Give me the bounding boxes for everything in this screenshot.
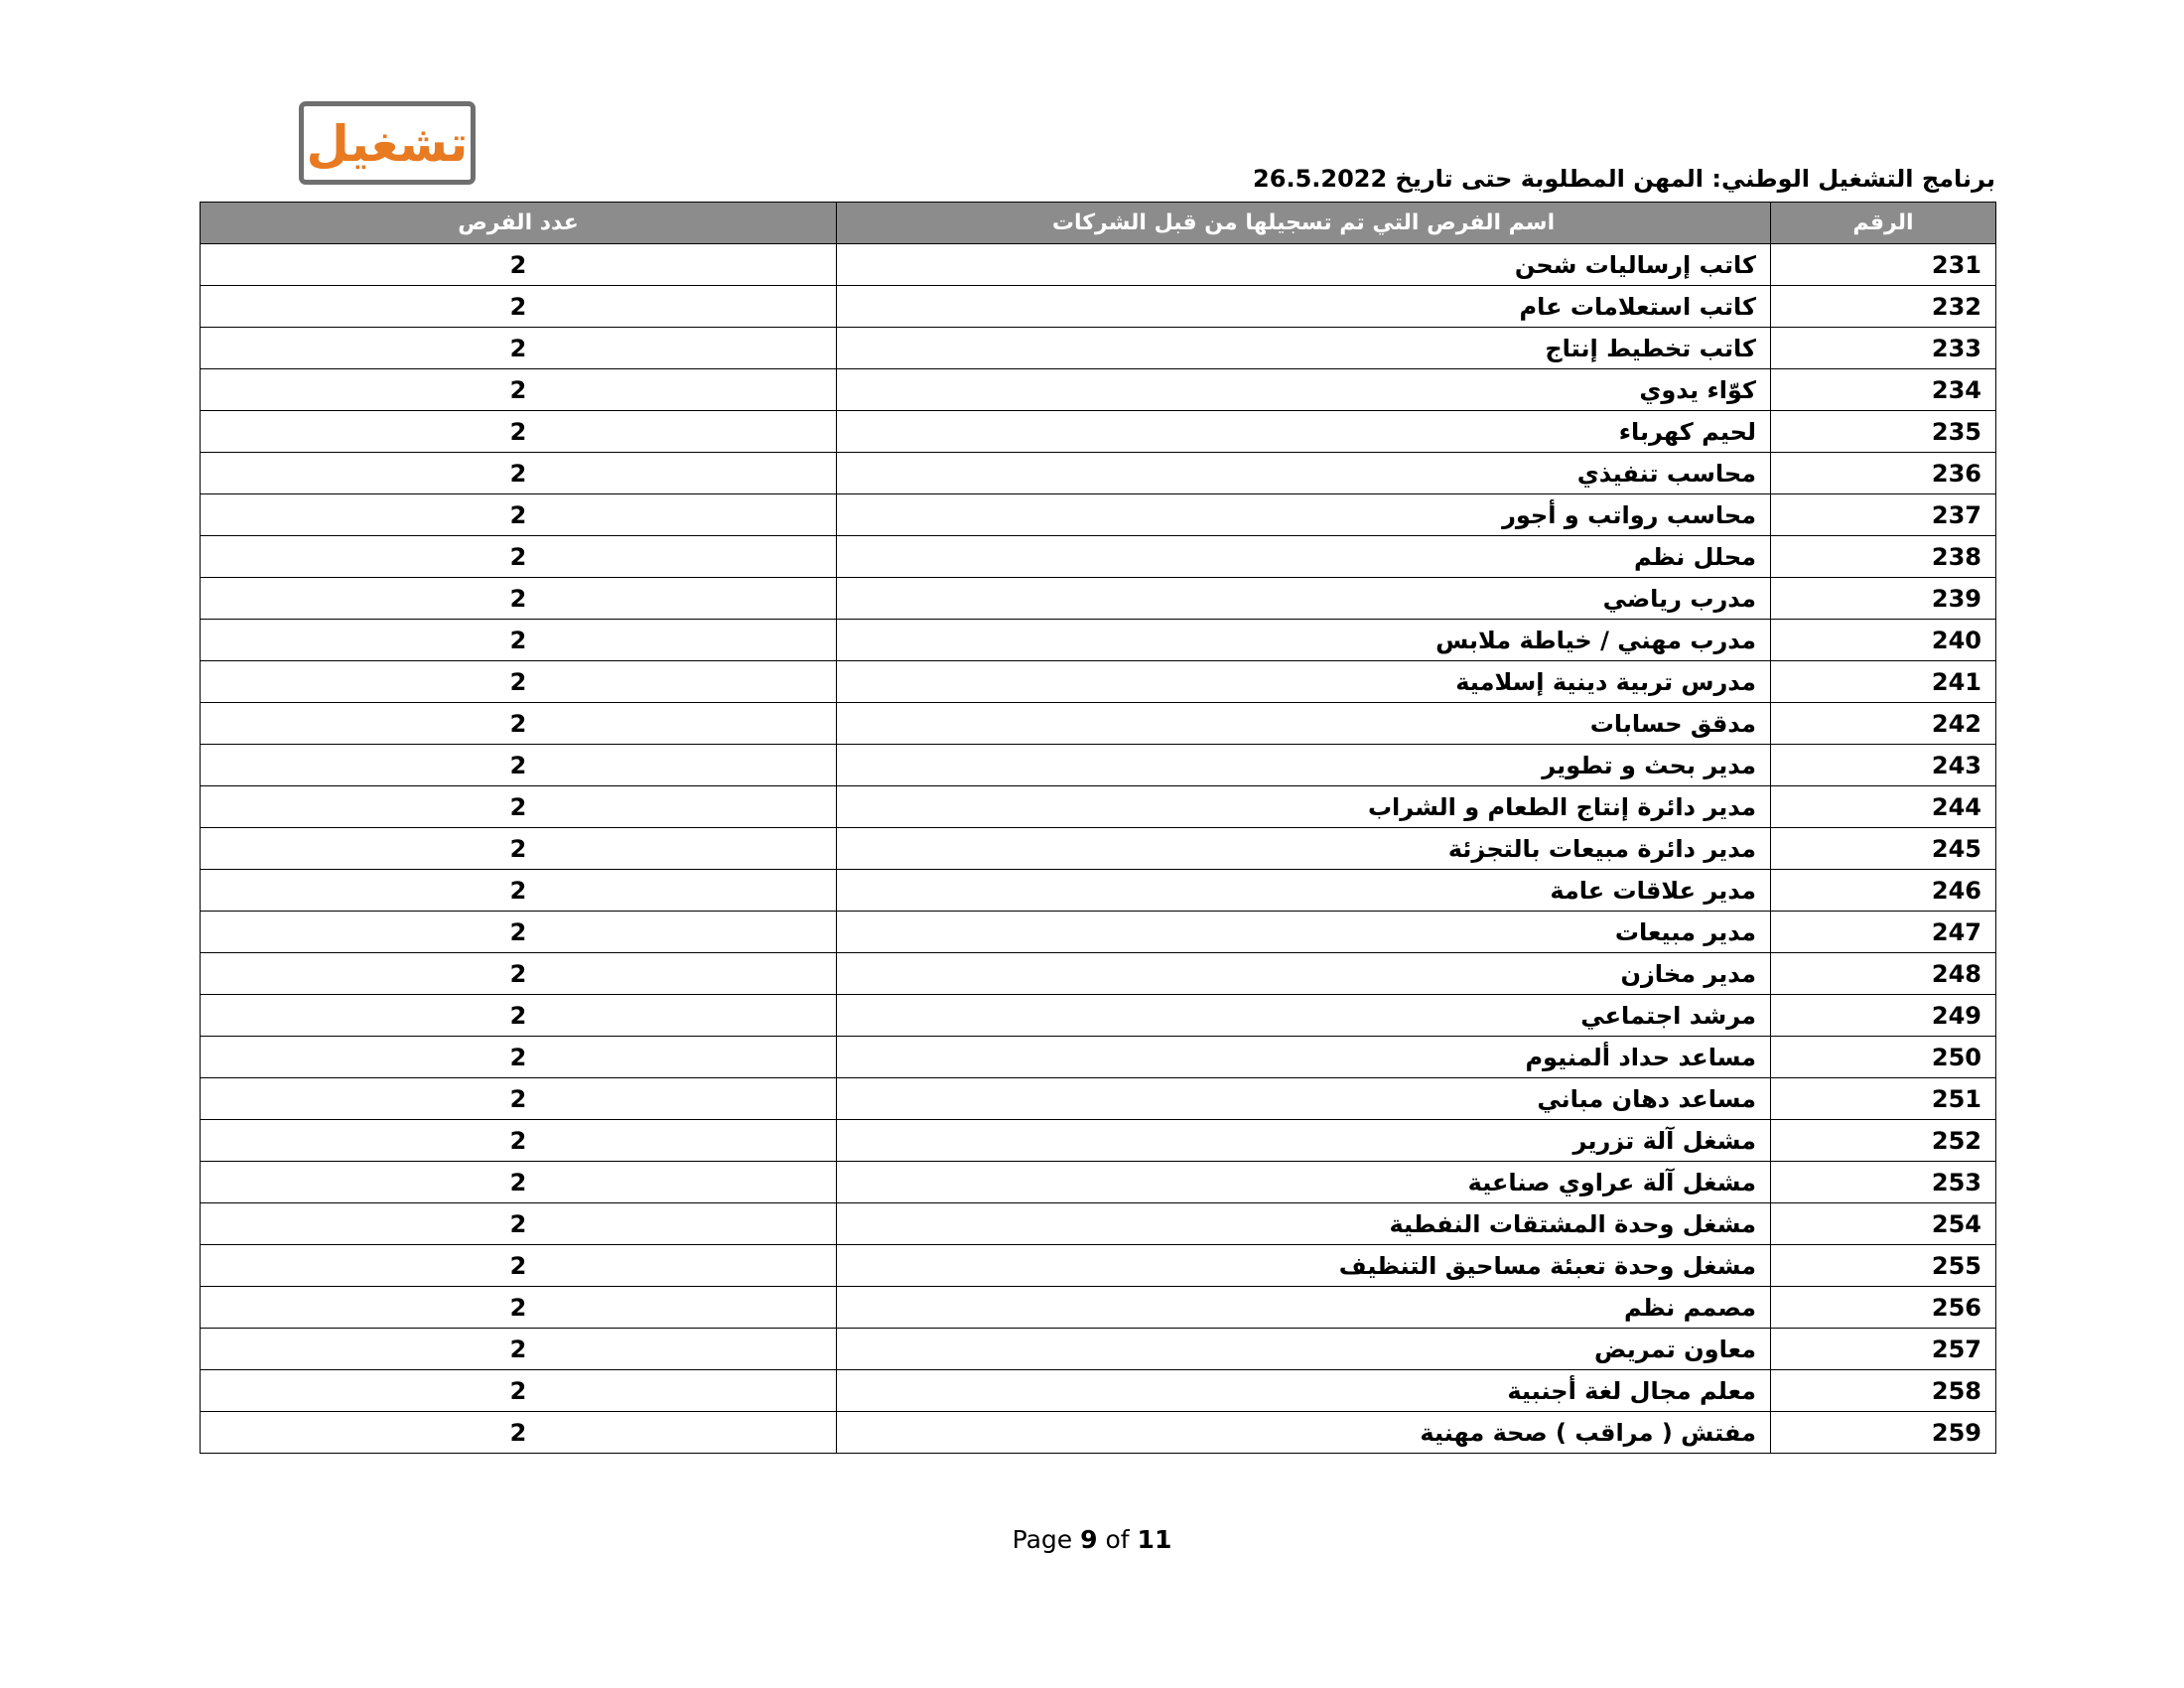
row-number: 246 [1771,870,1996,912]
jobs-table [200,202,1996,1454]
row-opportunity-count: 2 [201,620,837,661]
row-number: 241 [1771,661,1996,703]
row-opportunity-count: 2 [201,328,837,369]
row-number: 259 [1771,1412,1996,1454]
row-job-name: مشغل وحدة المشتقات النفطية [837,1203,1771,1245]
table-row [201,995,1996,1037]
table-row [201,661,1996,703]
row-opportunity-count: 2 [201,1120,837,1162]
table-row [201,1162,1996,1203]
row-opportunity-count: 2 [201,995,837,1037]
row-number: 256 [1771,1287,1996,1329]
current-page: 9 [1080,1525,1098,1554]
row-number: 244 [1771,786,1996,828]
row-opportunity-count: 2 [201,286,837,328]
row-number: 239 [1771,578,1996,620]
row-job-name: مدرب مهني / خياطة ملابس [837,620,1771,661]
row-job-name: كاتب إرساليات شحن [837,244,1771,286]
row-job-name: مدير دائرة مبيعات بالتجزئة [837,828,1771,870]
row-number: 232 [1771,286,1996,328]
header-name: اسم الفرص التي تم تسجيلها من قبل الشركات [837,203,1771,244]
row-job-name: محاسب رواتب و أجور [837,494,1771,536]
table-row [201,494,1996,536]
of-label: of [1105,1525,1130,1554]
row-job-name: مصمم نظم [837,1287,1771,1329]
row-job-name: كوّاء يدوي [837,369,1771,411]
total-pages: 11 [1137,1525,1172,1554]
row-number: 252 [1771,1120,1996,1162]
row-opportunity-count: 2 [201,1287,837,1329]
row-number: 235 [1771,411,1996,453]
row-job-name: مدير بحث و تطوير [837,745,1771,786]
table-row [201,870,1996,912]
table-row [201,369,1996,411]
row-opportunity-count: 2 [201,244,837,286]
row-opportunity-count: 2 [201,828,837,870]
table-row [201,411,1996,453]
row-job-name: كاتب تخطيط إنتاج [837,328,1771,369]
table-row [201,1203,1996,1245]
row-number: 242 [1771,703,1996,745]
header-number: الرقم [1771,203,1996,244]
row-number: 247 [1771,912,1996,953]
row-opportunity-count: 2 [201,1162,837,1203]
row-number: 243 [1771,745,1996,786]
row-opportunity-count: 2 [201,1078,837,1120]
table-row [201,953,1996,995]
table-row [201,1412,1996,1454]
table-row [201,328,1996,369]
row-opportunity-count: 2 [201,453,837,494]
row-opportunity-count: 2 [201,912,837,953]
row-number: 245 [1771,828,1996,870]
row-job-name: مدير مخازن [837,953,1771,995]
row-number: 237 [1771,494,1996,536]
row-opportunity-count: 2 [201,1329,837,1370]
row-job-name: مفتش ( مراقب ) صحة مهنية [837,1412,1771,1454]
row-job-name: مدير دائرة إنتاج الطعام و الشراب [837,786,1771,828]
row-job-name: كاتب استعلامات عام [837,286,1771,328]
table-row [201,703,1996,745]
table-row [201,286,1996,328]
table-row [201,578,1996,620]
page-footer [0,1524,2184,1556]
table-row [201,745,1996,786]
row-opportunity-count: 2 [201,786,837,828]
logo-text: تشغيل [306,115,469,173]
header-count: عدد الفرص [201,203,837,244]
row-job-name: مدير مبيعات [837,912,1771,953]
row-number: 254 [1771,1203,1996,1245]
table-row [201,1370,1996,1412]
row-number: 233 [1771,328,1996,369]
table-row [201,828,1996,870]
row-number: 248 [1771,953,1996,995]
row-opportunity-count: 2 [201,536,837,578]
row-job-name: محاسب تنفيذي [837,453,1771,494]
table-row [201,453,1996,494]
table-row [201,1037,1996,1078]
row-opportunity-count: 2 [201,870,837,912]
row-number: 250 [1771,1037,1996,1078]
row-number: 231 [1771,244,1996,286]
row-opportunity-count: 2 [201,369,837,411]
row-opportunity-count: 2 [201,703,837,745]
table-row [201,620,1996,661]
row-opportunity-count: 2 [201,1203,837,1245]
table-header-row [201,203,1996,244]
row-number: 257 [1771,1329,1996,1370]
row-job-name: محلل نظم [837,536,1771,578]
table-row [201,1245,1996,1287]
row-job-name: مدقق حسابات [837,703,1771,745]
table-row [201,536,1996,578]
row-opportunity-count: 2 [201,1037,837,1078]
row-opportunity-count: 2 [201,953,837,995]
table-row [201,786,1996,828]
row-number: 251 [1771,1078,1996,1120]
row-job-name: مشغل وحدة تعبئة مساحيق التنظيف [837,1245,1771,1287]
table-row [201,1078,1996,1120]
table-row [201,244,1996,286]
table-row [201,912,1996,953]
page-label: Page [1012,1525,1073,1554]
row-job-name: مساعد دهان مباني [837,1078,1771,1120]
row-number: 236 [1771,453,1996,494]
row-number: 255 [1771,1245,1996,1287]
row-job-name: مدير علاقات عامة [837,870,1771,912]
row-job-name: لحيم كهرباء [837,411,1771,453]
table-row [201,1287,1996,1329]
row-job-name: معلم مجال لغة أجنبية [837,1370,1771,1412]
row-job-name: مساعد حداد ألمنيوم [837,1037,1771,1078]
row-number: 238 [1771,536,1996,578]
row-job-name: مدرس تربية دينية إسلامية [837,661,1771,703]
row-job-name: مدرب رياضي [837,578,1771,620]
row-opportunity-count: 2 [201,411,837,453]
row-opportunity-count: 2 [201,1412,837,1454]
row-number: 234 [1771,369,1996,411]
row-number: 240 [1771,620,1996,661]
tashgheel-logo [299,101,476,185]
table-row [201,1329,1996,1370]
document-title: برنامج التشغيل الوطني: المهن المطلوبة حتى تاريخ 26.5.2022 [1253,165,1995,193]
table-row [201,1120,1996,1162]
row-number: 253 [1771,1162,1996,1203]
row-opportunity-count: 2 [201,494,837,536]
row-job-name: مشغل آلة تزرير [837,1120,1771,1162]
row-number: 249 [1771,995,1996,1037]
row-opportunity-count: 2 [201,1245,837,1287]
row-job-name: معاون تمريض [837,1329,1771,1370]
row-job-name: مشغل آلة عراوي صناعية [837,1162,1771,1203]
row-opportunity-count: 2 [201,661,837,703]
table-body [201,244,1996,1454]
row-opportunity-count: 2 [201,1370,837,1412]
row-opportunity-count: 2 [201,578,837,620]
row-opportunity-count: 2 [201,745,837,786]
row-number: 258 [1771,1370,1996,1412]
row-job-name: مرشد اجتماعي [837,995,1771,1037]
